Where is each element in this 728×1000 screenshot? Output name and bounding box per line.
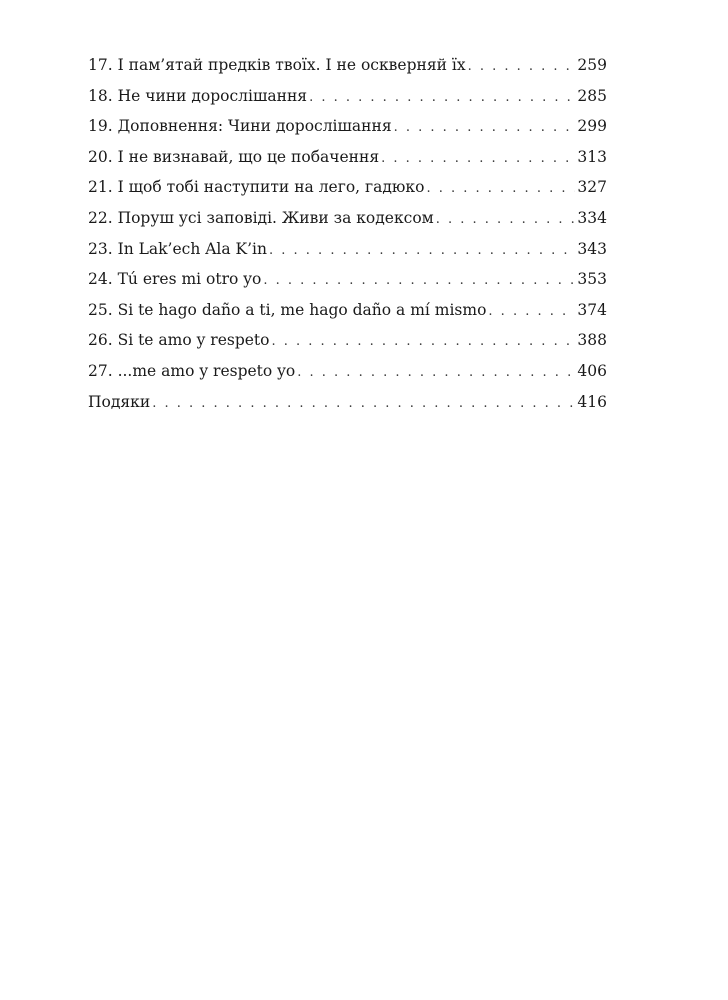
dot-leader [297, 358, 575, 389]
toc-entry-18[interactable] [88, 81, 607, 112]
dot-leader [152, 389, 575, 420]
toc-entry-title: 21. І щоб тобі наступити на лего, гадюко [88, 178, 425, 197]
toc-entry-acknowledgements[interactable] [88, 387, 607, 418]
toc-entry-page: 334 [577, 208, 607, 227]
dot-leader [468, 52, 576, 83]
toc-entry-page: 259 [577, 56, 607, 74]
toc-entry-page: 285 [577, 86, 607, 105]
toc-entry-26[interactable] [88, 325, 607, 356]
dot-leader [394, 113, 576, 144]
dot-leader [269, 236, 575, 267]
toc-entry-25[interactable] [88, 295, 607, 326]
table-of-contents [88, 50, 607, 417]
toc-entry-title: 19. Доповнення: Чини дорослішання [88, 117, 392, 136]
toc-entry-title: 26. Si te amo y respeto [88, 331, 270, 350]
toc-entry-17[interactable] [88, 50, 607, 81]
toc-entry-page: 343 [577, 239, 607, 258]
toc-entry-21[interactable] [88, 172, 607, 203]
toc-entry-title: Подяки [88, 392, 151, 411]
dot-leader [309, 83, 575, 114]
toc-entry-title: 23. In Lak’ech Ala K’in [88, 239, 267, 258]
dot-leader [381, 144, 575, 175]
toc-entry-title: 27. ...me amo y respeto yo [88, 361, 296, 380]
dot-leader [271, 327, 575, 358]
toc-entry-page: 374 [577, 300, 607, 319]
toc-entry-page: 353 [577, 270, 607, 289]
toc-entry-23[interactable] [88, 234, 607, 265]
toc-entry-24[interactable] [88, 264, 607, 295]
toc-entry-page: 416 [577, 392, 607, 411]
toc-entry-page: 406 [577, 361, 607, 380]
toc-entry-title: 24. Tú eres mi otro yo [88, 270, 262, 289]
dot-leader [263, 266, 575, 297]
toc-entry-title: 20. І не визнавай, що це побачення [88, 147, 380, 166]
toc-entry-22[interactable] [88, 203, 607, 234]
toc-entry-title: 25. Si te hago daño a ti, me hago daño a mí mismo [88, 300, 487, 319]
toc-entry-title: 17. І пам’ятай предків твоїх. І не оскверняй їх [88, 56, 466, 74]
dot-leader [488, 297, 575, 328]
toc-entry-20[interactable] [88, 142, 607, 173]
toc-entry-title: 22. Поруш усі заповіді. Живи за кодексом [88, 208, 434, 227]
toc-entry-27[interactable] [88, 356, 607, 387]
toc-entry-page: 327 [577, 178, 607, 197]
toc-entry-page: 299 [577, 117, 607, 136]
dot-leader [426, 174, 575, 205]
toc-entry-page: 388 [577, 331, 607, 350]
dot-leader [436, 205, 576, 236]
toc-entry-19[interactable] [88, 111, 607, 142]
toc-entry-title: 18. Не чини дорослішання [88, 86, 308, 105]
toc-entry-page: 313 [577, 147, 607, 166]
